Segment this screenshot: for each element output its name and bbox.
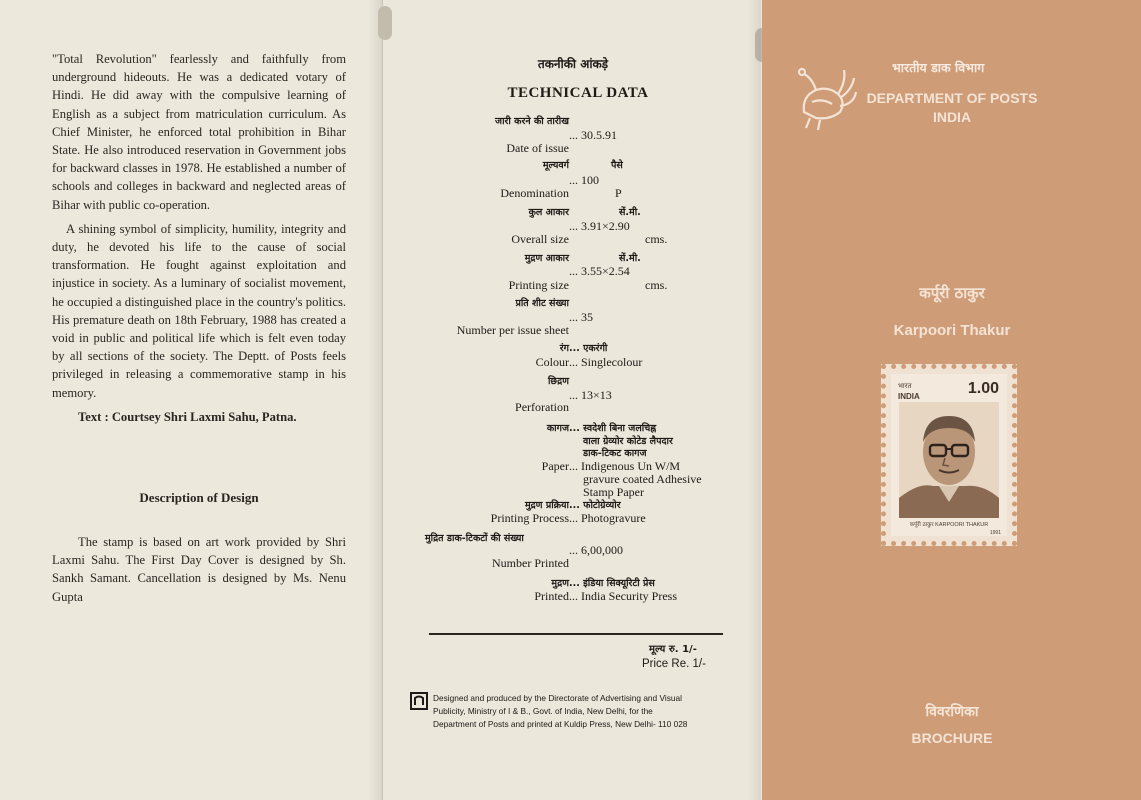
portrait-image [899,402,999,518]
davp-logo-icon [410,692,428,710]
price: Price Re. 1/- [642,658,706,670]
stamp-caption-hindi: कर्पूरी ठाकुर [909,522,934,528]
stamp-country-hindi: भारत [898,382,912,390]
overall-size-label-hindi: कुल आकार [528,207,569,218]
printing-size-label-hindi: मुद्रण आकार [524,253,569,264]
peacock-emblem-icon [782,60,858,136]
stamp-value: 1.00 [967,380,999,397]
brochure-label-hindi: विवरणिका [925,704,979,720]
design-description [52,533,346,606]
colour-value: ... Singlecolour [569,355,643,369]
middle-panel [382,0,762,800]
perforation-label: Perforation [515,400,569,414]
paper-label-hindi: कागज [546,423,569,434]
paper-value-hindi-2: वाला ग्रेव्योर कोटेड लैपदार [583,436,673,447]
issue-date-label-hindi: जारी करने की तारीख [495,116,569,127]
denomination-label: Denomination [500,186,569,200]
text-credit: Text : Courtsey Shri Laxmi Sahu, Patna. [78,409,297,424]
honoree-name-hindi: कर्पूरी ठाकुर [919,284,985,302]
sheet-count-value: ... 35 [569,310,593,324]
number-printed-label-hindi: मुद्रित डाक-टिकटों की संख्या [425,533,524,544]
production-credit-line-1: Designed and produced by the Directorate of Advertising and Visual [433,693,682,703]
printed-value-hindi: ... इंडिया सिक्यूरिटी प्रेस [569,578,655,589]
department-name-line-1: DEPARTMENT OF POSTS [866,90,1038,106]
paper-value-3: Stamp Paper [583,485,644,499]
design-text: The stamp is based on art work provided by Shri Laxmi Sahu. The First Day Cover is designed by Sh. Sankh Samant. Cancellation is designed by Ms. Nenu Gupta [52,535,346,604]
biography-text [52,50,346,432]
sheet-count-label-hindi: प्रति शीट संख्या [515,298,569,309]
paper-value-1: ... Indigenous Un W/M [569,459,681,473]
printing-size-unit: cms. [645,278,668,292]
department-name-hindi: भारतीय डाक विभाग [892,60,985,75]
perforation-value: ... 13×13 [569,388,612,402]
paper-value-2: gravure coated Adhesive [583,472,702,486]
stamp-caption-english: KARPOORI THAKUR [935,522,989,528]
printing-process-value: ... Photogravure [569,511,646,525]
colour-label-hindi: रंग [559,343,569,354]
colour-value-hindi: ... एकरंगी [569,343,608,354]
printing-size-label: Printing size [508,278,569,292]
paper-value-hindi-1: ... स्वदेशी बिना जलचिह्न [569,423,657,434]
denomination-value: ... 100 [569,173,599,187]
overall-size-unit-hindi: सें.मी. [619,207,641,218]
issue-date-value: ... 30.5.91 [569,128,617,142]
denomination-label-hindi: मूल्यवर्ग [542,160,569,171]
postage-stamp [881,364,1017,546]
paper-label: Paper [541,459,569,473]
overall-size-label: Overall size [511,232,569,246]
denomination-unit-hindi: पैसे [611,160,623,171]
printed-value: ... India Security Press [569,589,677,603]
fold-shadow [368,0,382,800]
fold-shadow [747,0,761,800]
printed-label-hindi: मुद्रण [551,578,569,589]
honoree-name: Karpoori Thakur [893,322,1011,339]
left-panel [0,0,382,800]
paper-value-hindi-3: डाक-टिकट कागज [583,448,647,459]
stamp-caption [891,520,1007,528]
biography-paragraph-2: A shining symbol of simplicity, humility, integrity and duty, he devoted his life to the cause of social transformation. He fought against exploitation and injustice in society. As a luminary of socialist movement, he occupied a distinguished place in the country's politics. His premature death on 18th February, 1988 has created a void in public and political life which is felt even today by all sections of the society. The Deptt. of Posts feels privileged in releasing a commemorative stamp in his memory. [52,221,346,400]
overall-size-value: ... 3.91×2.90 [569,219,630,233]
price-hindi: मूल्य रु. 1/- [649,644,697,655]
stamp-face [891,374,1007,536]
printing-process-value-hindi: ... फोटोग्रेव्योर [569,500,621,511]
department-name [852,89,1052,127]
issue-date-label: Date of issue [506,141,569,155]
design-heading: Description of Design [139,490,259,505]
number-printed-label: Number Printed [492,556,569,570]
production-credit-line-2: Publicity, Ministry of I & B., Govt. of India, New Delhi, for the [433,706,653,716]
number-printed-value: ... 6,00,000 [569,543,623,557]
perforation-label-hindi: छिद्रण [547,376,569,387]
colour-label: Colour [535,355,569,369]
punch-hole [378,6,392,40]
department-name-line-2: INDIA [932,109,972,125]
printing-size-unit-hindi: सें.मी. [619,253,641,264]
printing-process-label-hindi: मुद्रण प्रक्रिया [524,500,569,511]
biography-paragraph-1: "Total Revolution" fearlessly and faithfully from underground hideouts. He was a dedicated votary of Hindi. He did away with the compulsive learning of English as a subject from matriculation curriculum. As Chief Minister, he enforced total prohibition in Bihar State. He also introduced reservation in Government jobs for backward classes in 1978. He established a number of schools and colleges in backward and neglected areas of Bihar with public co-operation. [52,52,346,212]
printed-label: Printed [534,589,569,603]
technical-data-title: TECHNICAL DATA [507,85,649,101]
stamp-country: INDIA [898,392,920,401]
denomination-unit: P [615,186,622,200]
technical-data-title-hindi: तकनीकी आंकड़े [537,57,609,71]
printing-process-label: Printing Process [490,511,569,525]
divider-rule [429,633,723,635]
cover-panel [762,0,1141,800]
production-credit-line-3: Department of Posts and printed at Kuldip Press, New Delhi- 110 028 [433,719,688,729]
printing-size-value: ... 3.55×2.54 [569,264,630,278]
production-credit [433,692,743,731]
stamp-year: 1991 [989,530,1001,536]
brochure-label: BROCHURE [911,730,993,746]
overall-size-unit: cms. [645,232,668,246]
sheet-count-label: Number per issue sheet [456,323,569,337]
